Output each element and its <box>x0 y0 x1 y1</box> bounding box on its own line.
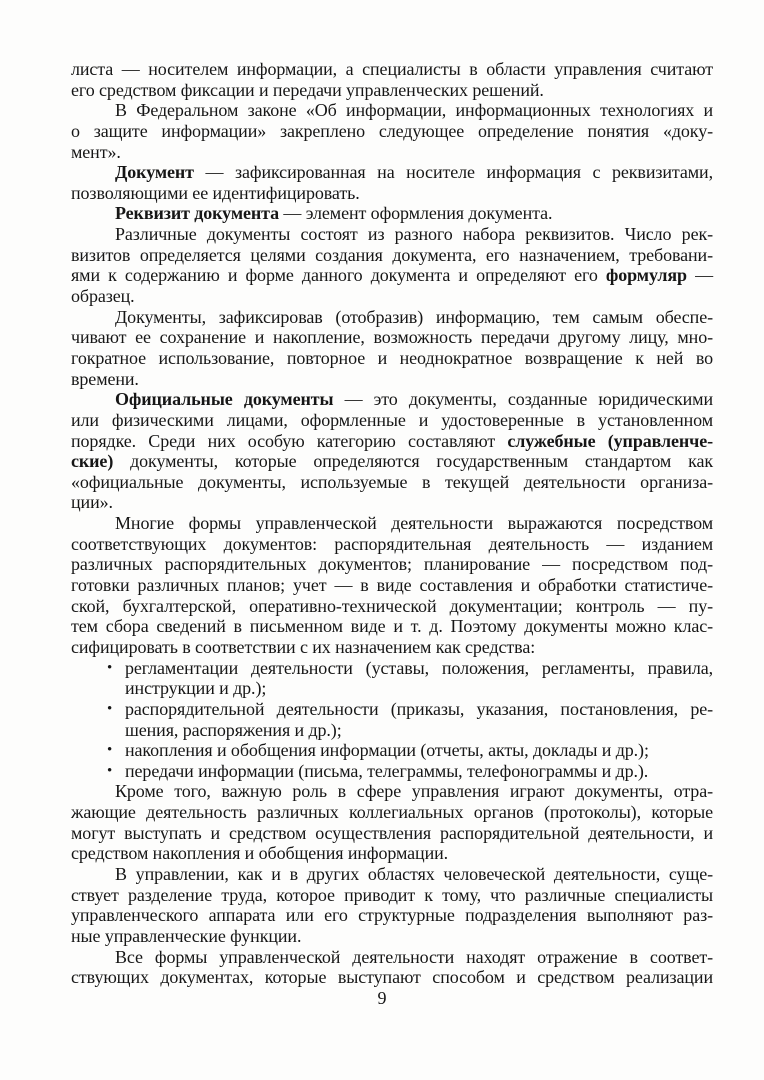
text-segment: сифицировать в соответствии с их назначением как средства: <box>71 636 536 657</box>
text-line <box>71 720 713 741</box>
text-line <box>71 265 713 286</box>
text-segment: листа — носителем информации, а специалисты в области управления считают <box>71 59 713 79</box>
text-segment: В Федеральном законе «Об информации, информационных технологиях и <box>115 100 713 121</box>
text-segment: формуляр <box>605 265 687 286</box>
text-segment: Реквизит документа <box>115 203 280 224</box>
text-segment: времени. <box>71 368 139 389</box>
bullet-marker-icon: • <box>107 700 113 717</box>
text-line <box>71 286 713 307</box>
text-line <box>71 162 713 183</box>
text-segment: готовки различных планов; учет — в виде составления и обработки статистиче- <box>71 575 713 596</box>
text-segment: ные управленческие функции. <box>71 925 302 946</box>
text-segment: Кроме того, важную роль в сфере управления играют документы, отра- <box>115 781 713 802</box>
text-line <box>71 431 713 452</box>
text-line <box>71 59 713 80</box>
text-segment: мент». <box>71 141 121 162</box>
text-segment: визитов определяется целями создания документа, его назначением, требовани- <box>71 244 713 265</box>
text-segment: — зафиксированная на носителе информация с реквизитами, <box>193 162 713 183</box>
text-line <box>71 142 713 163</box>
text-segment: тем сбора сведений в письменном виде и т. д. Поэтому документы можно клас- <box>71 616 713 637</box>
text-segment: порядке. Среди них особую категорию составляют <box>71 430 508 451</box>
text-segment: могут выступать и средством осуществления распорядительной деятельности, и <box>71 822 713 843</box>
text-line <box>71 947 713 968</box>
text-segment: Различные документы состоят из разного набора реквизитов. Число рек- <box>115 224 713 245</box>
text-line <box>71 203 713 224</box>
text-segment: управленческого аппарата или его структурные подразделения выполняют раз- <box>71 905 713 926</box>
text-segment: чивают ее сохранение и накопление, возможность передачи другому лицу, мно- <box>71 327 713 348</box>
text-line <box>71 410 713 431</box>
text-segment: Документ <box>115 162 194 183</box>
text-line <box>71 100 713 121</box>
text-segment: ствует разделение труда, которое приводит к тому, что различные специалисты <box>71 884 713 905</box>
text-segment: ские) <box>71 451 114 472</box>
text-line <box>71 885 713 906</box>
text-line <box>71 905 713 926</box>
text-segment: накопления и обобщения информации (отчеты, акты, доклады и др.); <box>125 740 649 761</box>
text-line <box>71 761 713 782</box>
text-segment: инструкции и др.); <box>125 678 267 699</box>
text-segment: образец. <box>71 286 135 307</box>
text-segment: В управлении, как и в других областях человеческой деятельности, суще- <box>115 863 713 884</box>
text-segment: гократное использование, повторное и неоднократное возвращение к ней во <box>71 347 713 368</box>
text-segment: ской, бухгалтерской, оперативно-технической документации; контроль — пу- <box>71 595 713 616</box>
text-line <box>71 245 713 266</box>
text-line <box>71 967 713 988</box>
text-line <box>71 596 713 617</box>
text-segment: — элемент оформления документа. <box>279 203 553 224</box>
text-line <box>71 389 713 410</box>
text-line <box>71 492 713 513</box>
text-line <box>71 616 713 637</box>
text-line <box>71 472 713 493</box>
text-segment: различных распорядительных документов; планирование — посредством под- <box>71 554 713 575</box>
text-segment: Документы, зафиксировав (отобразив) информацию, тем самым обеспе- <box>115 306 713 327</box>
text-segment: распорядительной деятельности (приказы, указания, постановления, ре- <box>125 698 713 719</box>
text-segment: о защите информации» закреплено следующее определение понятия «доку- <box>71 120 713 141</box>
text-segment: — <box>686 265 713 286</box>
text-segment: ствующих документах, которые выступают способом и средством реализации <box>71 967 713 988</box>
text-segment: документы, которые определяются государственным стандартом как <box>113 451 713 472</box>
text-segment: служебные (управленче- <box>507 430 714 451</box>
text-segment: или физическими лицами, оформленные и удостоверенные в установленном <box>71 409 713 430</box>
bullet-marker-icon: • <box>107 659 113 676</box>
text-line <box>71 823 713 844</box>
text-line <box>71 451 713 472</box>
text-line <box>71 369 713 390</box>
text-line <box>71 121 713 142</box>
text-line <box>71 802 713 823</box>
text-segment: жающие деятельность различных коллегиальных органов (протоколы), которые <box>71 802 713 823</box>
text-line <box>71 658 713 679</box>
text-line <box>71 637 713 658</box>
text-segment: «официальные документы, используемые в текущей деятельности организа- <box>71 471 713 492</box>
text-segment: позволяющими ее идентифицировать. <box>71 182 360 203</box>
text-segment: ции». <box>71 492 113 513</box>
text-segment: ями к содержанию и форме данного документа и определяют его <box>71 265 606 286</box>
text-line <box>71 554 713 575</box>
bullet-marker-icon: • <box>107 762 113 779</box>
bullet-marker-icon: • <box>107 742 113 759</box>
text-line <box>71 699 713 720</box>
text-line <box>71 740 713 761</box>
text-segment: Многие формы управленческой деятельности выражаются посредством <box>115 513 713 534</box>
text-line <box>71 781 713 802</box>
text-line <box>71 513 713 534</box>
text-segment: средством накопления и обобщения информации. <box>71 843 449 864</box>
text-line <box>71 183 713 204</box>
text-segment: регламентации деятельности (уставы, положения, регламенты, правила, <box>125 657 713 678</box>
text-segment: шения, распоряжения и др.); <box>125 719 342 740</box>
text-line <box>71 843 713 864</box>
text-line <box>71 864 713 885</box>
text-line <box>71 534 713 555</box>
text-segment: его средством фиксации и передачи управленческих решений. <box>71 79 544 100</box>
text-line <box>71 678 713 699</box>
text-block <box>71 59 713 988</box>
text-line <box>71 224 713 245</box>
text-segment: Официальные документы <box>115 389 334 410</box>
text-segment: — это документы, созданные юридическими <box>333 389 713 410</box>
text-segment: соответствующих документов: распорядительная деятельность — изданием <box>71 533 713 554</box>
text-segment: Все формы управленческой деятельности находят отражение в соответ- <box>115 946 713 967</box>
text-line <box>71 575 713 596</box>
text-line <box>71 348 713 369</box>
page-number: 9 <box>377 988 387 1008</box>
text-segment: передачи информации (письма, телеграммы, телефонограммы и др.). <box>125 760 649 781</box>
text-line <box>71 327 713 348</box>
text-line <box>71 80 713 101</box>
text-line <box>71 307 713 328</box>
text-line <box>71 926 713 947</box>
